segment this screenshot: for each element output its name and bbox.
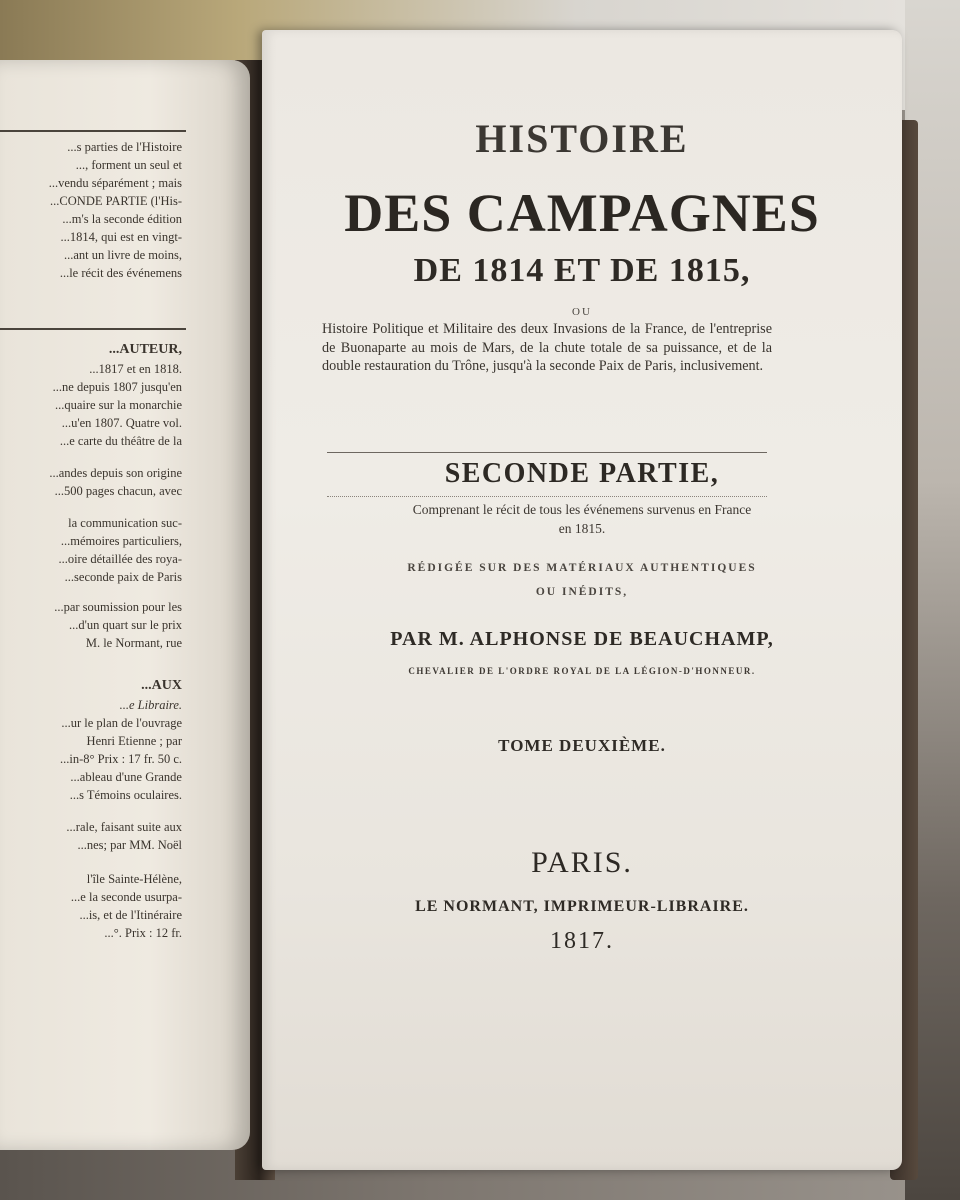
left-page-line: ...1814, qui est en vingt- <box>60 230 182 244</box>
part-description-line2: en 1815. <box>558 521 606 536</box>
title-connector-ou: OU <box>572 306 592 318</box>
imprint-year: 1817. <box>550 928 614 954</box>
left-page-line: ...°. Prix : 12 fr. <box>104 926 182 940</box>
left-page-line: Henri Etienne ; par <box>86 734 182 748</box>
left-page-line: ...s parties de l'Histoire <box>67 140 182 154</box>
left-page-line: ...m's la seconde édition <box>62 212 182 226</box>
left-page-line: ...s Témoins oculaires. <box>69 788 182 802</box>
title-line-campagnes: DES CAMPAGNES <box>344 183 820 243</box>
volume-label: TOME DEUXIÈME. <box>498 736 666 755</box>
left-page-rule <box>0 328 186 330</box>
left-page-line: ...u'en 1807. Quatre vol. <box>61 416 182 430</box>
left-page-line: ...1817 et en 1818. <box>89 362 182 376</box>
subtitle-description: Histoire Politique et Militaire des deux Invasions de la France, de l'entreprise de Buonaparte au mois de Mars, de la chute totale de sa puissance, et de la double restauration du Trône, jusqu'à la seconde Paix de Paris, inclusivement. <box>322 321 772 374</box>
left-page-line: ...oire détaillée des roya- <box>58 552 182 566</box>
redigee-line2: OU INÉDITS, <box>535 586 629 598</box>
left-page-line: ..., forment un seul et <box>75 158 182 172</box>
left-page-line: ...CONDE PARTIE (l'His- <box>50 194 182 208</box>
left-page-line: ...par soumission pour les <box>54 600 182 614</box>
left-page-line: ...ant un livre de moins, <box>63 248 182 262</box>
left-page-line: l'île Sainte-Hélène, <box>86 872 182 886</box>
left-page-line: ...is, et de l'Itinéraire <box>79 908 182 922</box>
left-page-line: la communication suc- <box>68 516 182 530</box>
imprint-publisher: LE NORMANT, IMPRIMEUR-LIBRAIRE. <box>415 898 749 915</box>
title-rule-bottom <box>327 496 767 497</box>
left-page-line: ...e Libraire. <box>119 698 182 712</box>
left-page-line: ...le récit des événemens <box>59 266 182 280</box>
left-page <box>0 60 250 1150</box>
left-page-line: ...AUTEUR, <box>108 342 182 357</box>
left-page-line: ...e carte du théâtre de la <box>59 434 182 448</box>
left-page-line: M. le Normant, rue <box>85 636 182 650</box>
left-page-line: ...vendu séparément ; mais <box>48 176 182 190</box>
title-line-histoire: HISTOIRE <box>475 116 689 161</box>
left-page-line: ...nes; par MM. Noël <box>77 838 182 852</box>
part-heading: SECONDE PARTIE, <box>444 458 720 489</box>
left-page-line: ...500 pages chacun, avec <box>54 484 182 498</box>
left-page-line: ...ableau d'une Grande <box>70 770 182 784</box>
title-line-years: DE 1814 ET DE 1815, <box>413 252 751 289</box>
left-page-line: ...e la seconde usurpa- <box>70 890 182 904</box>
left-page-line: ...in-8° Prix : 17 fr. 50 c. <box>59 752 182 766</box>
left-page-line: ...d'un quart sur le prix <box>69 618 182 632</box>
title-rule-top <box>327 452 767 453</box>
left-page-line: ...ne depuis 1807 jusqu'en <box>52 380 182 394</box>
author-name: PAR M. ALPHONSE DE BEAUCHAMP, <box>390 628 774 650</box>
title-page <box>262 30 902 1170</box>
left-page-line: ...andes depuis son origine <box>49 466 182 480</box>
left-page-rule <box>0 130 186 132</box>
redigee-line1: RÉDIGÉE SUR DES MATÉRIAUX AUTHENTIQUES <box>407 562 757 574</box>
left-page-line: ...AUX <box>141 678 182 693</box>
left-page-line: ...ur le plan de l'ouvrage <box>61 716 182 730</box>
imprint-city: PARIS. <box>531 846 633 879</box>
left-page-line: ...quaire sur la monarchie <box>54 398 182 412</box>
left-page-line: ...seconde paix de Paris <box>64 570 182 584</box>
left-page-line: ...mémoires particuliers, <box>60 534 182 548</box>
part-description-line1: Comprenant le récit de tous les événemens survenus en France <box>412 502 752 517</box>
left-page-line: ...rale, faisant suite aux <box>66 820 182 834</box>
author-title: CHEVALIER DE L'ORDRE ROYAL DE LA LÉGION-D'HONNEUR. <box>408 666 756 676</box>
